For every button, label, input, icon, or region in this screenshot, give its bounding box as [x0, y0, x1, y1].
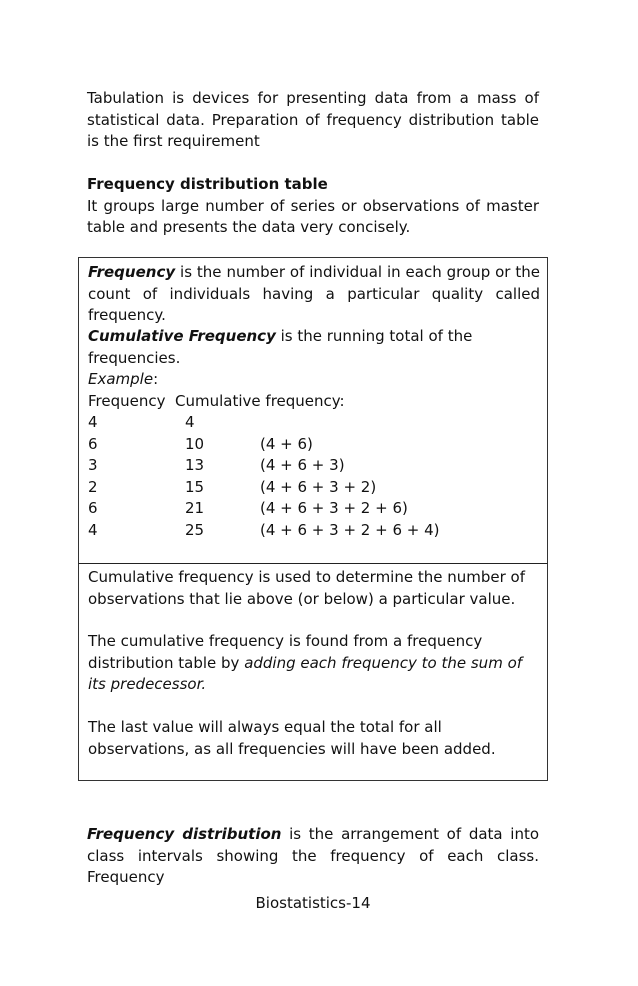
freq-cell: 6	[88, 434, 98, 453]
frequency-definition	[88, 262, 540, 327]
cumulative-term: Cumulative Frequency	[88, 327, 276, 345]
fdt-section	[87, 174, 539, 239]
fd-term: Frequency distribution	[87, 825, 282, 843]
page-footer: Biostatistics-14	[255, 894, 371, 912]
example-label-line	[88, 369, 540, 391]
cum-cell: 10	[185, 434, 205, 453]
cum-cell: 21	[185, 499, 205, 517]
notes-box	[78, 563, 548, 781]
calc-cell: (4 + 6 + 3 + 2 + 6 + 4)	[260, 520, 440, 539]
freq-cell: 4	[88, 413, 98, 431]
freq-cell: 3	[88, 456, 98, 474]
table-row	[88, 477, 540, 499]
table-row	[88, 434, 540, 456]
frequency-text: is the number of individual in each group or the count of individuals having a particular quality called frequency.	[88, 263, 540, 324]
table-row	[88, 455, 540, 477]
notes-para-2-text: The cumulative frequency is found from a frequency distribution table by	[88, 632, 483, 672]
frequency-distribution-paragraph	[87, 824, 539, 889]
cumulative-text: is the running total of the frequencies.	[88, 327, 473, 367]
notes-para-3: The last value will always equal the total for all observations, as all frequencies will have been added.	[88, 718, 496, 758]
freq-cell: 2	[88, 477, 98, 496]
notes-para-2	[88, 631, 540, 696]
example-label: Example	[88, 370, 154, 388]
intro-text: Tabulation is devices for presenting data from a mass of statistical data. Preparation of frequency distribution table is the first requirement	[87, 89, 539, 150]
cum-cell: 13	[185, 456, 205, 474]
calc-cell: (4 + 6 + 3 + 2 + 6)	[260, 499, 408, 517]
cum-cell: 15	[185, 477, 205, 496]
definitions-box	[78, 257, 548, 564]
table-row	[88, 520, 540, 542]
freq-cell: 6	[88, 499, 98, 517]
notes-para-2-italic: adding each frequency to the sum of its predecessor.	[88, 653, 523, 693]
calc-cell: (4 + 6 + 3)	[260, 456, 345, 474]
frequency-term: Frequency	[88, 263, 176, 281]
fd-text: is the arrangement of data into class intervals showing the frequency of each class. Frequency	[87, 825, 540, 886]
calc-cell: (4 + 6 + 3 + 2)	[260, 477, 377, 496]
example-colon: :	[153, 370, 159, 388]
calc-cell: (4 + 6)	[260, 434, 313, 453]
example-table-header: Frequency Cumulative frequency:	[88, 391, 345, 410]
cum-cell: 25	[185, 520, 205, 539]
table-row	[88, 498, 540, 520]
cumulative-definition	[88, 326, 540, 369]
intro-paragraph	[87, 88, 539, 153]
cum-cell: 4	[185, 413, 195, 431]
notes-para-1: Cumulative frequency is used to determine the number of observations that lie above (or below) a particular value.	[88, 568, 525, 608]
example-section	[88, 369, 540, 541]
fdt-text: It groups large number of series or observations of master table and presents the data very concisely.	[87, 196, 539, 236]
freq-cell: 4	[88, 520, 98, 539]
table-row	[88, 412, 540, 434]
fdt-heading: Frequency distribution table	[87, 175, 328, 193]
